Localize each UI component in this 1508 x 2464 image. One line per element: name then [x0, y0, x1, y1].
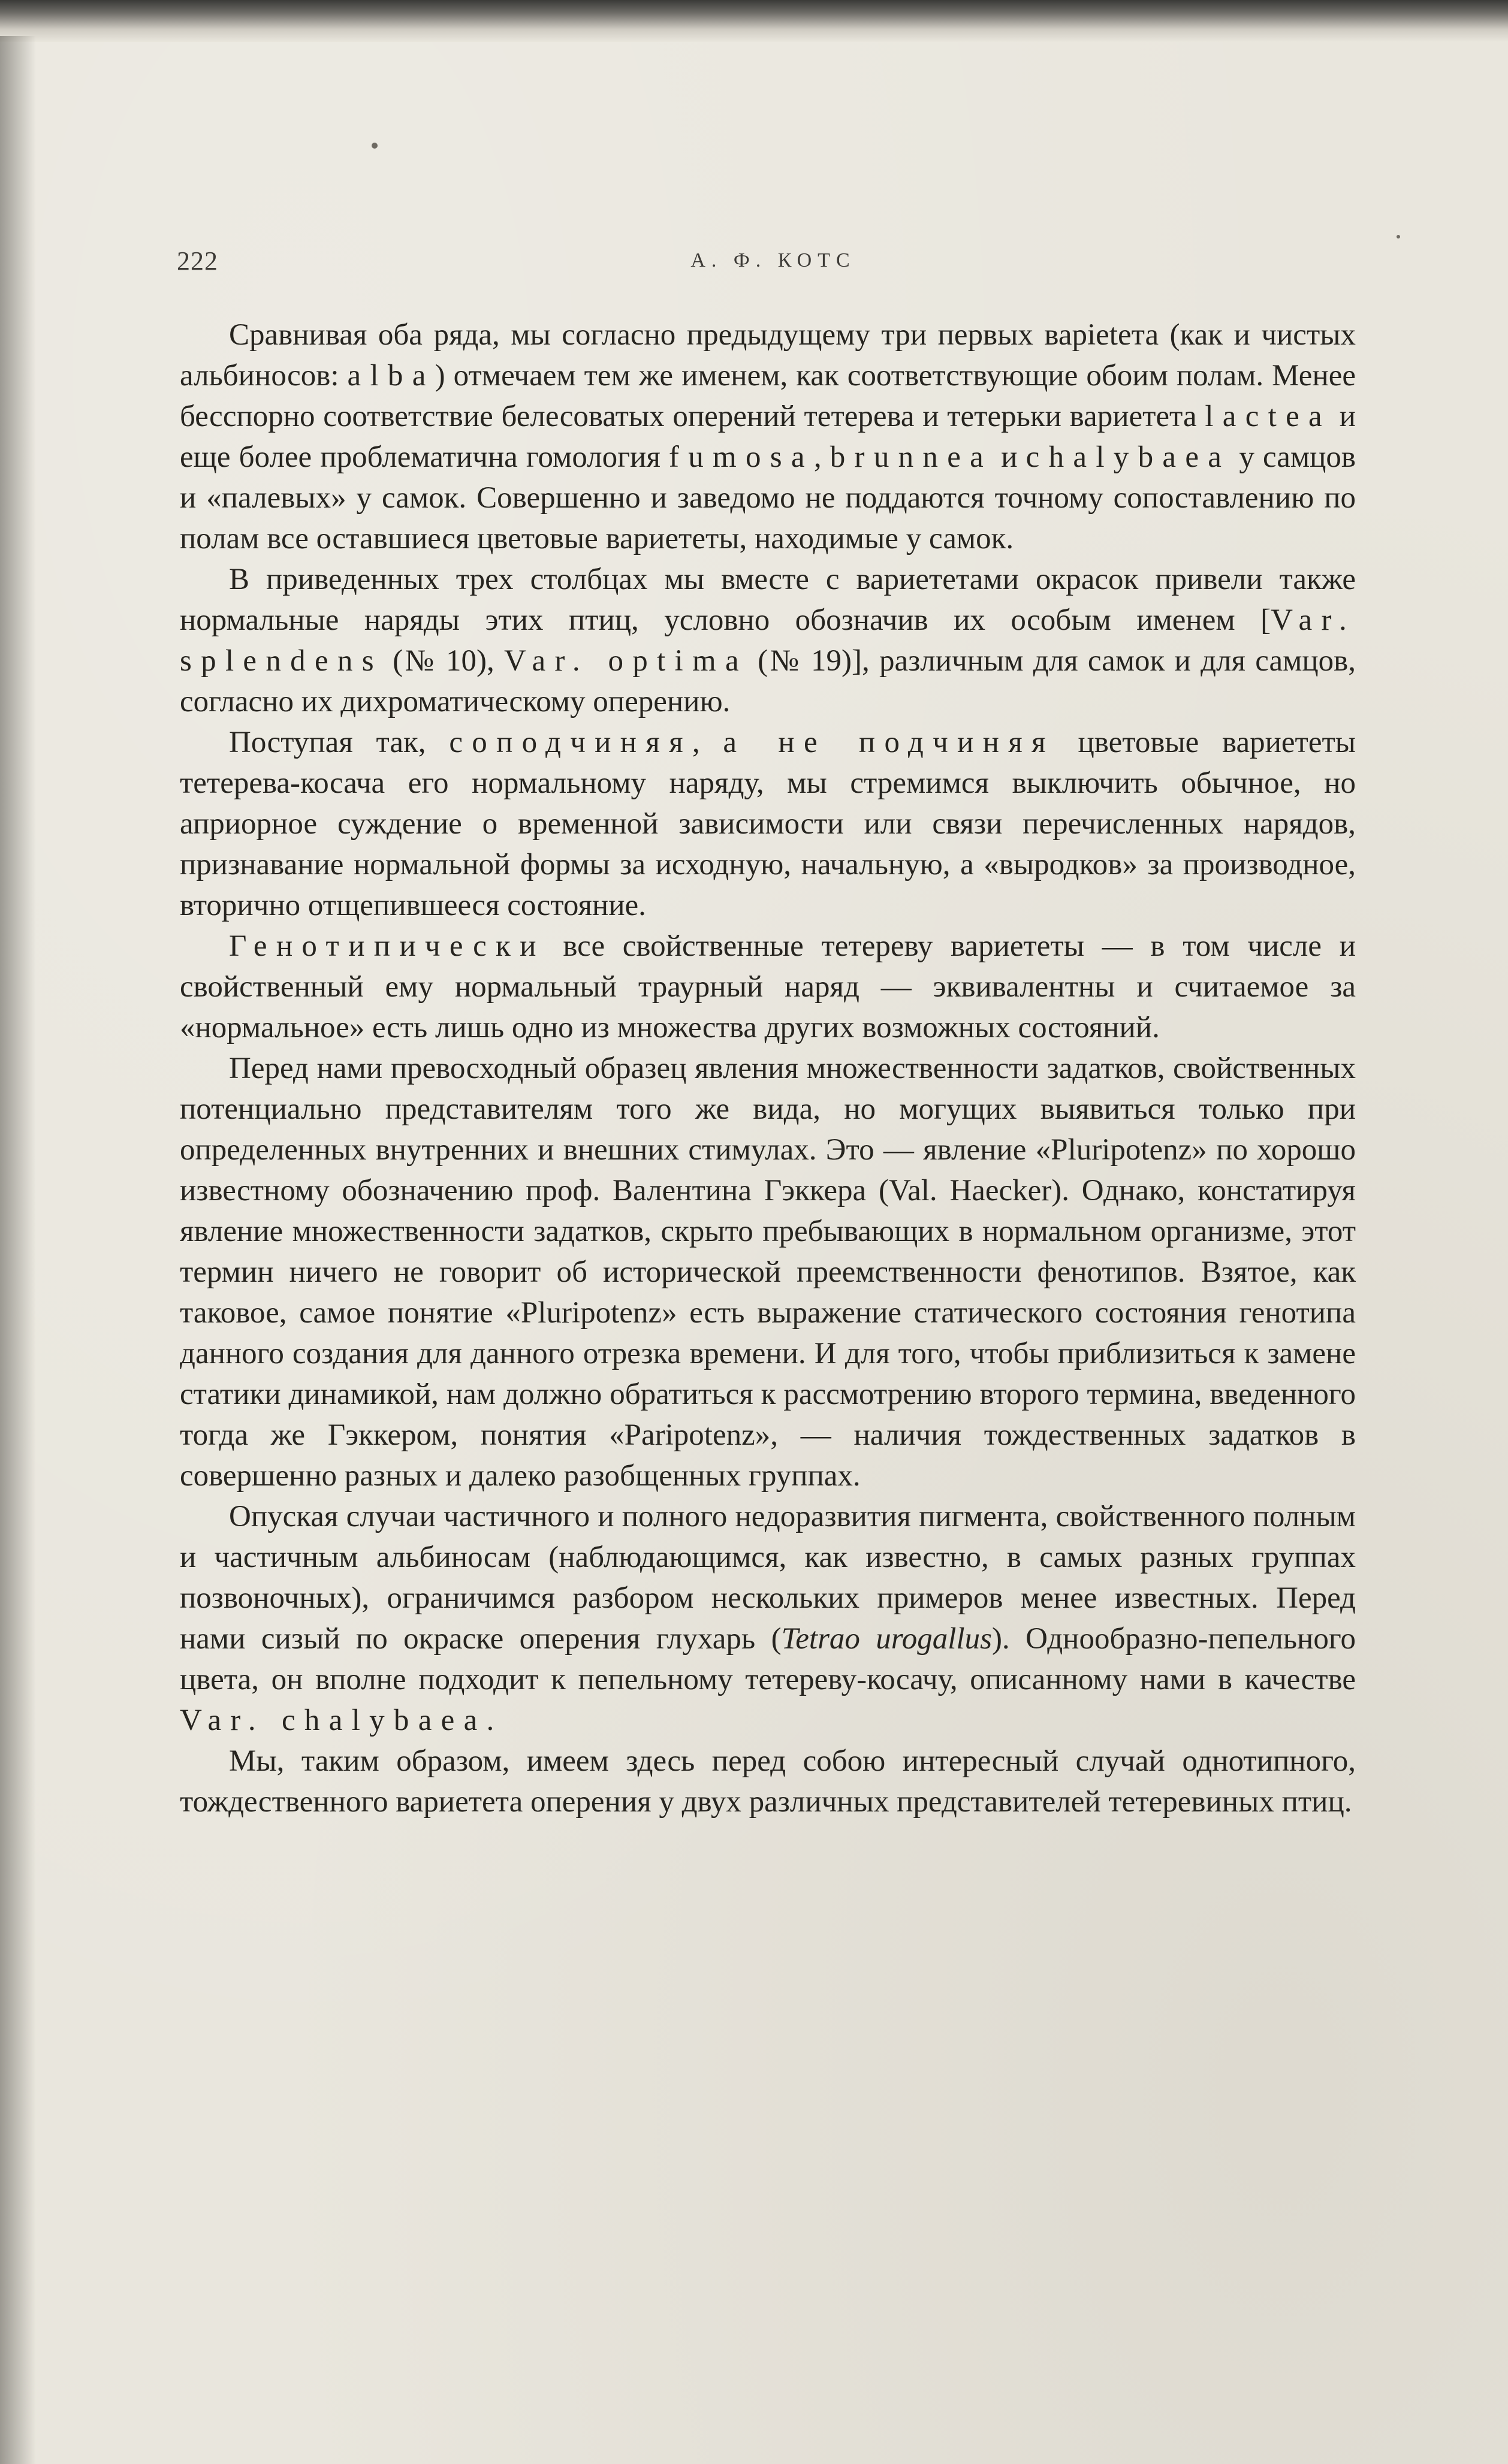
text-run: В приведенных трех столбцах мы вместе с вариететами окрасок привели также нормальные наряды этих птиц, условно обозначив их особым именем [	[180, 563, 1356, 637]
running-head	[177, 246, 1370, 288]
paper-speck	[372, 143, 378, 149]
paragraph	[180, 1496, 1356, 1741]
running-head-author: А. Ф. КОТС	[690, 249, 856, 271]
spaced-term: Var. chalybaea	[180, 1704, 487, 1737]
text-run: ) отмечаем тем же именем, как соответствующие обоим полам. Менее бесспорно соответствие белесоватых оперений тетерева и тетерьки вариетета	[180, 359, 1356, 433]
text-run: цветовые вариететы тетерева-косача его нормальному наряду, мы стремимся выключить обычное, но априорное суждение о временной зависимости или связи перечисленных нарядов, признавание нормальной формы за исходную, начальную, а «выродков» за производное, вторично отщепившееся состояние.	[180, 726, 1356, 922]
paragraph	[180, 559, 1356, 722]
main-text	[180, 315, 1356, 1822]
paragraph	[180, 926, 1356, 1048]
paragraph: Перед нами превосходный образец явления множественности задатков, свойственных потенциально представителям того же вида, но могущих выявиться только при определенных внутренних и внешних стимулах. Это — явление «Pluripotenz» по хорошо известному обозначению проф. Валентина Гэккера (Val. Haecker). Однако, констатируя явление множественности задатков, скрыто пребывающих в нормальном организме, этот термин ничего не говорит об исторической преемственности фенотипов. Взятое, как таковое, самое понятие «Pluripotenz» есть выражение статического состояния генотипа данного создания для данного отрезка времени. И для того, чтобы приблизиться к замене статики динамикой, нам должно обратиться к рассмотрению второго термина, введенного тогда же Гэккером, понятия «Paripotenz», — наличия тождественных задатков в совершенно разных и далеко разобщенных группах.	[180, 1052, 1356, 1493]
text-run: .	[486, 1704, 494, 1737]
text-run: Сравнивая оба ряда, мы согласно предыдущему три первых варietета (как и чистых альбиносов:	[180, 318, 1356, 392]
page-number: 222	[177, 246, 218, 276]
spaced-term: lactea	[1205, 400, 1331, 433]
text-run: Опуская случаи частичного и полного недоразвития пигмента, свойственного полным и частичным альбиносам (наблюдающимся, как известно, в самых разных группах позвоночных), ограничимся разбором нескольких примеров менее известных. Перед нами сизый по окраске оперения глухарь (	[180, 1500, 1356, 1656]
spaced-term: Var. splendens	[180, 603, 1356, 678]
text-run: ,	[813, 440, 830, 474]
spaced-term: Генотипически	[229, 929, 545, 963]
text-run: и еще более проблематична гомология	[180, 400, 1356, 474]
spaced-term: brunnea	[830, 440, 993, 474]
spaced-term: alba	[347, 359, 435, 392]
page-top-edge	[0, 0, 1508, 42]
page-left-shadow	[0, 36, 36, 2464]
text-run: (№ 19)], различным для самок и для самцов, согласно их дихроматическому оперению.	[180, 644, 1356, 718]
text-run: у самцов и «палевых» у самок. Совершенно и заведомо не поддаются точному сопоставлению по полам все оставшиеся цветовые вариететы, находимые у самок.	[180, 440, 1356, 555]
paragraph	[180, 722, 1356, 926]
text-run: ). Однообразно-пепельного цвета, он вполне подходит к пепельному тетереву-косачу, описанному нами в качестве	[180, 1622, 1356, 1696]
spaced-term: fumosa	[668, 440, 814, 474]
spaced-term: chalybaea	[1026, 440, 1231, 474]
paragraph	[180, 315, 1356, 559]
text-run: (№ 10),	[382, 644, 504, 678]
spaced-term: Var. optima	[503, 644, 748, 678]
spaced-term: а не подчиняя	[723, 726, 1055, 759]
spaced-term: соподчиняя	[449, 726, 692, 759]
species-name: Tetrao urogallus	[781, 1622, 992, 1656]
text-run: Поступая так,	[229, 726, 450, 759]
text-run: все свойственные тетереву вариететы — в том числе и свойственный ему нормальный траурный наряд — эквивалентны и считаемое за «нормальное» есть лишь одно из множества других возможных состояний.	[180, 929, 1356, 1044]
paragraph: Мы, таким образом, имеем здесь перед собою интересный случай однотипного, тождественного вариетета оперения у двух различных представителей тетеревиных птиц.	[180, 1744, 1356, 1819]
paper-speck	[1397, 235, 1400, 238]
text-run: и	[993, 440, 1026, 474]
text-run: ,	[692, 726, 723, 759]
